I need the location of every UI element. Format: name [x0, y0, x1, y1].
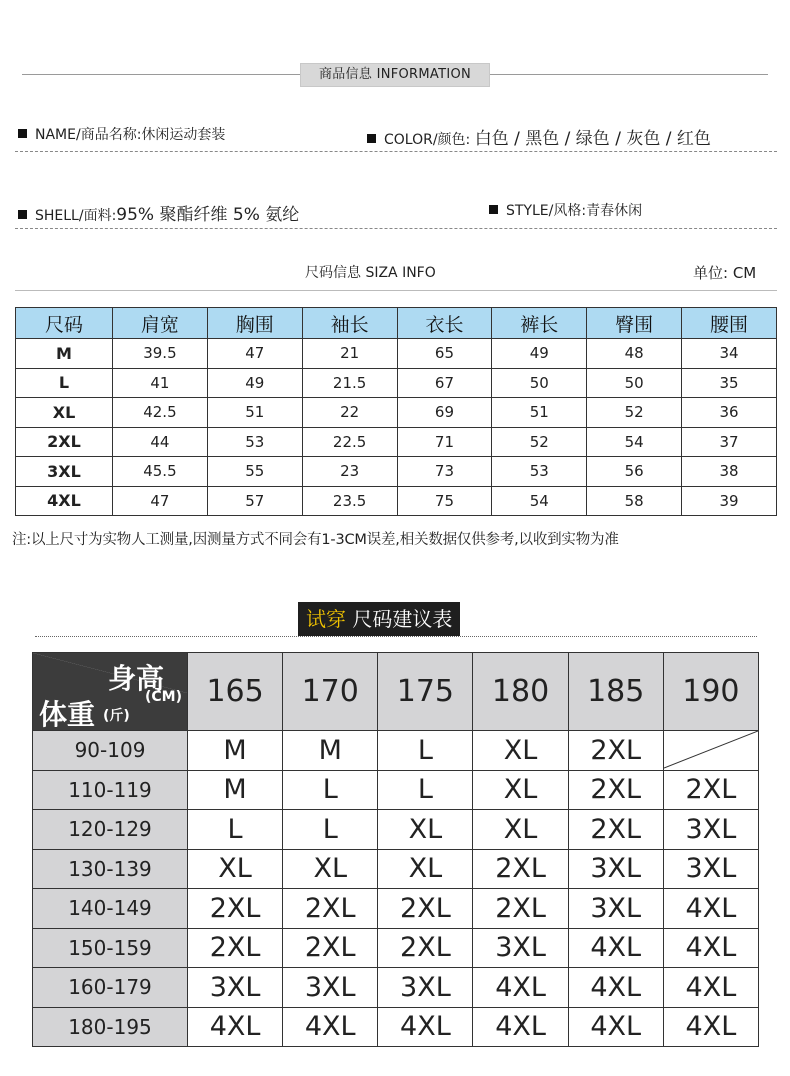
- size-value-cell: 69: [397, 398, 492, 428]
- size-value-cell: 39.5: [113, 339, 208, 369]
- size-value-cell: 65: [397, 339, 492, 369]
- size-suggestion-cell: L: [283, 770, 378, 810]
- size-suggestion-cell: L: [188, 810, 283, 850]
- size-value-cell: 55: [207, 457, 302, 487]
- size-table-row: [16, 486, 777, 516]
- size-value-cell: 57: [207, 486, 302, 516]
- size-suggestion-cell: XL: [188, 849, 283, 889]
- size-value-cell: 34: [682, 339, 777, 369]
- size-suggestion-cell: 2XL: [568, 810, 663, 850]
- size-value-cell: 22.5: [302, 427, 397, 457]
- col-header: 裤长: [492, 308, 587, 339]
- size-label-cell: M: [16, 339, 113, 369]
- rec-title: [298, 602, 460, 636]
- attr-style-value: 青春休闲: [586, 203, 643, 219]
- attr-divider-1: [15, 151, 777, 152]
- attr-shell: [18, 200, 299, 225]
- size-suggestion-cell: 4XL: [473, 1007, 568, 1047]
- attr-style-label: STYLE/风格:: [506, 203, 587, 219]
- size-table-header: [16, 308, 777, 339]
- weight-range-cell: 150-159: [33, 928, 188, 968]
- rec-title-rest: 尺码建议表: [352, 607, 453, 631]
- size-suggestion-cell: 4XL: [568, 968, 663, 1008]
- size-value-cell: 21: [302, 339, 397, 369]
- size-suggestion-cell: 2XL: [188, 889, 283, 929]
- size-value-cell: 54: [587, 427, 682, 457]
- col-header: 腰围: [682, 308, 777, 339]
- size-suggestion-cell: XL: [473, 731, 568, 771]
- height-header: 170: [283, 653, 378, 731]
- size-table-row: [16, 427, 777, 457]
- size-value-cell: 49: [207, 368, 302, 398]
- size-table-row: [16, 368, 777, 398]
- size-suggestion-cell: XL: [473, 770, 568, 810]
- attr-color: [367, 124, 711, 149]
- weight-range-cell: 160-179: [33, 968, 188, 1008]
- size-value-cell: 37: [682, 427, 777, 457]
- attr-color-label: COLOR/颜色:: [384, 132, 471, 148]
- size-suggestion-cell: XL: [378, 810, 473, 850]
- size-value-cell: 36: [682, 398, 777, 428]
- size-value-cell: 41: [113, 368, 208, 398]
- size-label-cell: 3XL: [16, 457, 113, 487]
- col-header: 衣长: [397, 308, 492, 339]
- size-value-cell: 47: [113, 486, 208, 516]
- height-header: 185: [568, 653, 663, 731]
- size-value-cell: 54: [492, 486, 587, 516]
- attr-name: [18, 124, 225, 144]
- attr-name-label: NAME/商品名称:: [35, 127, 142, 143]
- size-suggestion-cell: 2XL: [378, 928, 473, 968]
- weight-range-cell: 110-119: [33, 770, 188, 810]
- col-header: 肩宽: [113, 308, 208, 339]
- size-suggestion-cell: 2XL: [283, 889, 378, 929]
- size-value-cell: 39: [682, 486, 777, 516]
- size-suggestion-cell: 3XL: [663, 849, 758, 889]
- size-value-cell: 67: [397, 368, 492, 398]
- size-value-cell: 56: [587, 457, 682, 487]
- rec-row: [33, 928, 759, 968]
- size-value-cell: 42.5: [113, 398, 208, 428]
- recommendation-table: [32, 652, 759, 1047]
- corner-height-label: 身高: [108, 662, 165, 695]
- attr-shell-value: 95% 聚酯纤维 5% 氨纶: [116, 205, 300, 225]
- height-header: 180: [473, 653, 568, 731]
- size-table: [15, 307, 777, 516]
- size-suggestion-cell: 4XL: [663, 889, 758, 929]
- col-header: 尺码: [16, 308, 113, 339]
- size-suggestion-cell: 3XL: [378, 968, 473, 1008]
- rec-row: [33, 731, 759, 771]
- rec-row: [33, 889, 759, 929]
- size-suggestion-cell: L: [378, 731, 473, 771]
- size-suggestion-cell: XL: [473, 810, 568, 850]
- size-value-cell: 51: [207, 398, 302, 428]
- height-header: 165: [188, 653, 283, 731]
- size-suggestion-cell: 2XL: [473, 889, 568, 929]
- size-suggestion-cell: 2XL: [188, 928, 283, 968]
- size-suggestion-cell: 4XL: [568, 1007, 663, 1047]
- size-suggestion-cell: M: [283, 731, 378, 771]
- size-suggestion-cell: 2XL: [283, 928, 378, 968]
- size-unit: 单位: CM: [693, 264, 757, 282]
- info-title: 商品信息 INFORMATION: [300, 63, 490, 87]
- height-header: 175: [378, 653, 473, 731]
- rec-header-row: [33, 653, 759, 731]
- size-suggestion-cell: 3XL: [568, 889, 663, 929]
- bullet-square-icon: [18, 129, 27, 138]
- attr-color-value: 白色 / 黑色 / 绿色 / 灰色 / 红色: [474, 129, 711, 149]
- size-suggestion-cell: L: [378, 770, 473, 810]
- size-label-cell: L: [16, 368, 113, 398]
- rec-row: [33, 810, 759, 850]
- rec-row: [33, 1007, 759, 1047]
- size-note: 注:以上尺寸为实物人工测量,因测量方式不同会有1-3CM误差,相关数据仅供参考,以收到实物为准: [12, 532, 619, 548]
- size-suggestion-cell: 4XL: [283, 1007, 378, 1047]
- size-value-cell: 44: [113, 427, 208, 457]
- size-suggestion-cell: M: [188, 731, 283, 771]
- size-suggestion-cell: 2XL: [663, 770, 758, 810]
- empty-size-cell: [663, 731, 758, 771]
- attr-divider-2: [15, 228, 777, 229]
- header-rule-right: [490, 74, 768, 75]
- size-label-cell: 2XL: [16, 427, 113, 457]
- rec-row: [33, 968, 759, 1008]
- size-suggestion-cell: M: [188, 770, 283, 810]
- size-value-cell: 51: [492, 398, 587, 428]
- size-suggestion-cell: 2XL: [568, 770, 663, 810]
- size-info-title: 尺码信息 SIZA INFO: [305, 265, 436, 281]
- col-header: 胸围: [207, 308, 302, 339]
- size-value-cell: 47: [207, 339, 302, 369]
- size-suggestion-cell: 2XL: [378, 889, 473, 929]
- size-suggestion-cell: 3XL: [663, 810, 758, 850]
- corner-height-unit: (CM): [145, 689, 183, 705]
- size-suggestion-cell: 4XL: [663, 1007, 758, 1047]
- size-value-cell: 58: [587, 486, 682, 516]
- weight-range-cell: 130-139: [33, 849, 188, 889]
- rec-row: [33, 849, 759, 889]
- size-value-cell: 53: [492, 457, 587, 487]
- weight-range-cell: 140-149: [33, 889, 188, 929]
- weight-range-cell: 120-129: [33, 810, 188, 850]
- size-suggestion-cell: XL: [378, 849, 473, 889]
- size-value-cell: 52: [587, 398, 682, 428]
- bullet-square-icon: [367, 134, 376, 143]
- size-suggestion-cell: 4XL: [663, 928, 758, 968]
- size-value-cell: 50: [587, 368, 682, 398]
- size-suggestion-cell: 4XL: [378, 1007, 473, 1047]
- diagonal-slash-icon: [664, 731, 758, 769]
- attr-shell-label: SHELL/面料:: [35, 208, 117, 224]
- size-value-cell: 48: [587, 339, 682, 369]
- attr-name-value: 休闲运动套装: [141, 127, 226, 143]
- rec-row: [33, 770, 759, 810]
- size-suggestion-cell: 3XL: [188, 968, 283, 1008]
- size-value-cell: 35: [682, 368, 777, 398]
- size-value-cell: 22: [302, 398, 397, 428]
- size-suggestion-cell: 2XL: [473, 849, 568, 889]
- size-suggestion-cell: 3XL: [283, 968, 378, 1008]
- col-header: 臀围: [587, 308, 682, 339]
- size-value-cell: 49: [492, 339, 587, 369]
- size-value-cell: 73: [397, 457, 492, 487]
- size-value-cell: 50: [492, 368, 587, 398]
- size-value-cell: 53: [207, 427, 302, 457]
- weight-range-cell: 90-109: [33, 731, 188, 771]
- size-suggestion-cell: XL: [283, 849, 378, 889]
- attr-style: [489, 200, 642, 220]
- size-value-cell: 75: [397, 486, 492, 516]
- size-label-cell: 4XL: [16, 486, 113, 516]
- bullet-square-icon: [489, 205, 498, 214]
- size-suggestion-cell: 3XL: [473, 928, 568, 968]
- col-header: 袖长: [302, 308, 397, 339]
- corner-cell: [33, 653, 188, 731]
- size-value-cell: 38: [682, 457, 777, 487]
- rec-title-highlight: 试穿: [306, 607, 346, 631]
- corner-weight-label: 体重: [39, 698, 96, 731]
- size-suggestion-cell: 4XL: [663, 968, 758, 1008]
- weight-range-cell: 180-195: [33, 1007, 188, 1047]
- rec-divider: [35, 636, 757, 637]
- size-value-cell: 45.5: [113, 457, 208, 487]
- size-value-cell: 21.5: [302, 368, 397, 398]
- size-suggestion-cell: 4XL: [568, 928, 663, 968]
- size-label-cell: XL: [16, 398, 113, 428]
- size-table-row: [16, 339, 777, 369]
- corner-weight-unit: (斤): [103, 708, 130, 724]
- size-value-cell: 52: [492, 427, 587, 457]
- size-suggestion-cell: 4XL: [473, 968, 568, 1008]
- size-value-cell: 23: [302, 457, 397, 487]
- size-suggestion-cell: 4XL: [188, 1007, 283, 1047]
- size-value-cell: 71: [397, 427, 492, 457]
- size-table-row: [16, 398, 777, 428]
- size-table-row: [16, 457, 777, 487]
- size-suggestion-cell: L: [283, 810, 378, 850]
- height-header: 190: [663, 653, 758, 731]
- size-divider: [15, 290, 777, 291]
- size-suggestion-cell: 2XL: [568, 731, 663, 771]
- size-value-cell: 23.5: [302, 486, 397, 516]
- bullet-square-icon: [18, 210, 27, 219]
- size-suggestion-cell: 3XL: [568, 849, 663, 889]
- header-rule-left: [22, 74, 300, 75]
